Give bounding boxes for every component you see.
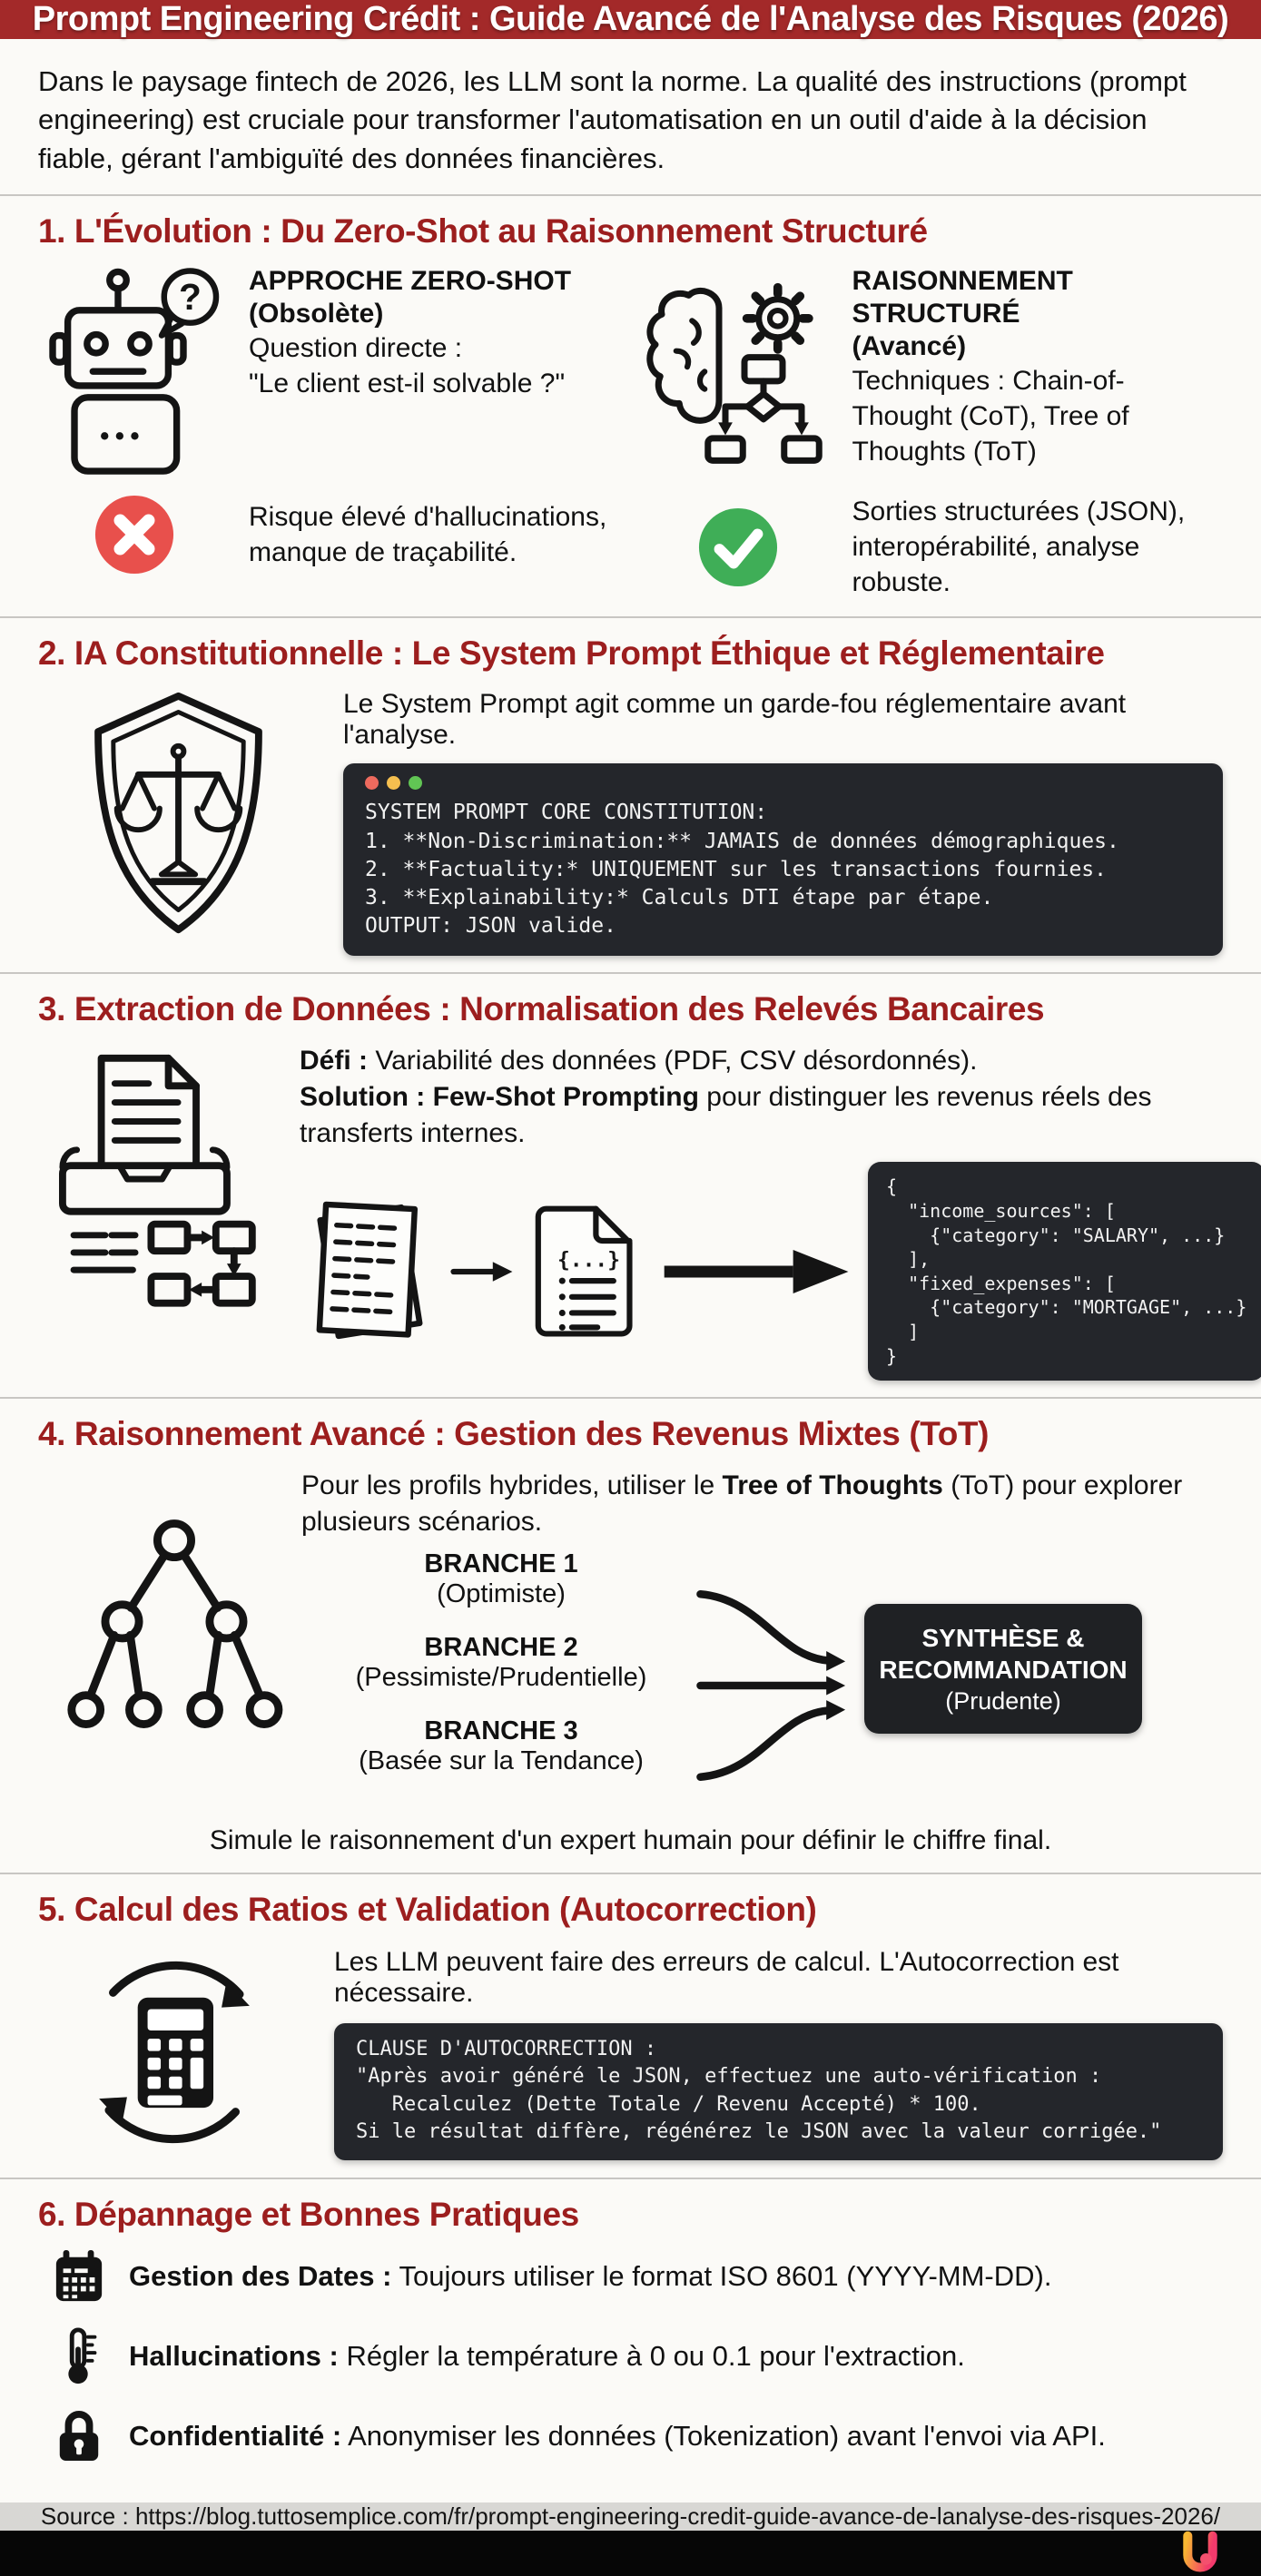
code-line: Recalculez (Dette Totale / Revenu Accepté) * 100. (356, 2092, 981, 2116)
section-1-title: 1. L'Évolution : Du Zero-Shot au Raisonnement Structuré (38, 212, 928, 251)
branches-list (310, 1544, 692, 1800)
practice-hallucinations-label: Hallucinations : (129, 2339, 339, 2372)
code-line: SYSTEM PROMPT CORE CONSTITUTION: (365, 801, 768, 825)
branch-2-name: BRANCHE 2 (424, 1632, 578, 1662)
cross-icon (94, 494, 175, 575)
synthesis-box (864, 1604, 1142, 1734)
defi-text: Variabilité des données (PDF, CSV désordonnés). (375, 1045, 978, 1076)
code-line: {"category": "SALARY", ...} (886, 1224, 1226, 1246)
code-line: 2. **Factuality:* UNIQUEMENT sur les transactions fournies. (365, 857, 1107, 881)
yellow-dot-icon (387, 776, 400, 790)
branch-1-desc: (Optimiste) (437, 1578, 566, 1608)
practice-confidentiality-text (129, 2420, 1106, 2453)
structured-column (642, 265, 1224, 600)
branch-3 (310, 1716, 692, 1776)
autocorrection-box (334, 2023, 1223, 2160)
green-dot-icon (409, 776, 422, 790)
synthesis-line-2: RECOMMANDATION (879, 1655, 1128, 1684)
branch-2 (310, 1633, 692, 1693)
intro-text: Dans le paysage fintech de 2026, les LLM sont la norme. La qualité des instructions (prompt engineering) est cruciale pour transformer l'automatisation en un outil d'aide à la décision fiable, gérant l'ambiguïté des données financières. (38, 65, 1187, 174)
tot-lead-pre: Pour les profils hybrides, utiliser le (301, 1470, 723, 1501)
practice-hallucinations-body: Régler la température à 0 ou 0.1 pour l'extraction. (346, 2339, 965, 2372)
practice-dates-body: Toujours utiliser le format ISO 8601 (YYYY-MM-DD). (399, 2259, 1052, 2292)
section-evolution (0, 194, 1261, 616)
intro-block (0, 39, 1261, 194)
json-output-box (868, 1162, 1261, 1381)
red-dot-icon (365, 776, 379, 790)
big-arrow-icon (661, 1244, 853, 1299)
section-6-title: 6. Dépannage et Bonnes Pratiques (38, 2195, 579, 2233)
zero-shot-line-2: "Le client est-il solvable ?" (249, 369, 566, 399)
tot-note: Simule le raisonnement d'un expert humain pour définir le chiffre final. (209, 1824, 1052, 1855)
tree-icon (53, 1513, 296, 1742)
practice-dates (51, 2248, 1223, 2305)
branch-3-name: BRANCHE 3 (424, 1716, 578, 1745)
system-prompt-terminal (343, 763, 1223, 955)
section-tot-reasoning (0, 1397, 1261, 1873)
code-line: "fixed_expenses": [ (886, 1272, 1116, 1294)
zero-shot-heading-1: APPROCHE ZERO-SHOT (249, 266, 572, 297)
branch-1-name: BRANCHE 1 (424, 1549, 578, 1578)
code-line: 3. **Explainability:* Calculs DTI étape par étape. (365, 886, 994, 910)
section-4-title: 4. Raisonnement Avancé : Gestion des Revenus Mixtes (ToT) (38, 1415, 990, 1453)
section-5-title: 5. Calcul des Ratios et Validation (Autocorrection) (38, 1890, 817, 1928)
robot-question-icon (44, 265, 225, 483)
converging-arrows-icon (692, 1549, 864, 1822)
solution-text: pour distinguer les revenus réels des transferts internes. (300, 1081, 1152, 1148)
practice-hallucinations-text (129, 2340, 965, 2373)
code-line: OUTPUT: JSON valide. (365, 914, 616, 939)
code-line: {"category": "MORTGAGE", ...} (886, 1296, 1247, 1319)
document-intake-flowchart-icon (50, 1048, 263, 1310)
section-3-title: 3. Extraction de Données : Normalisation des Relevés Bancaires (38, 989, 1045, 1027)
structured-document-icon (530, 1194, 646, 1350)
code-line: 1. **Non-Discrimination:** JAMAIS de données démographiques. (365, 829, 1119, 853)
synthesis-line-3: (Prudente) (945, 1686, 1061, 1715)
source-bar (0, 2502, 1261, 2531)
zero-shot-column (38, 265, 620, 600)
extraction-text (300, 1043, 1261, 1152)
brand-logo (1181, 2531, 1219, 2576)
tot-lead-bold: Tree of Thoughts (722, 1470, 943, 1501)
practice-confidentiality (51, 2408, 1223, 2464)
code-line: "Après avoir généré le JSON, effectuez une auto-vérification : (356, 2065, 1102, 2089)
autocorrection-lead: Les LLM peuvent faire des erreurs de calcul. L'Autocorrection est nécessaire. (334, 1946, 1119, 2008)
practice-confidentiality-body: Anonymiser les données (Tokenization) avant l'envoi via API. (348, 2419, 1106, 2452)
code-line: "income_sources": [ (886, 1200, 1116, 1222)
code-line: ] (886, 1320, 920, 1342)
section-data-extraction (0, 972, 1261, 1397)
title-banner (0, 0, 1261, 39)
synthesis-line-1: SYNTHÈSE & (921, 1623, 1085, 1652)
shield-scales-icon (65, 687, 292, 941)
system-prompt-code (365, 799, 1201, 940)
check-icon (697, 506, 779, 588)
tot-lead (301, 1468, 1223, 1540)
terminal-traffic-lights (365, 776, 1201, 790)
section-ratio-validation (0, 1873, 1261, 2178)
structured-benefit: Sorties structurées (JSON), interopérabilité, analyse robuste. (852, 497, 1186, 598)
brain-gear-flowchart-icon (643, 265, 833, 483)
page-title: Prompt Engineering Crédit : Guide Avancé de l'Analyse des Risques (2026) (32, 0, 1229, 38)
extraction-pipeline (300, 1162, 1261, 1381)
zero-shot-heading-2: (Obsolète) (249, 299, 384, 329)
practice-dates-label: Gestion des Dates : (129, 2259, 392, 2292)
section-best-practices (0, 2178, 1261, 2502)
structured-heading-2: (Avancé) (852, 331, 967, 362)
arrow-right-icon (450, 1253, 516, 1291)
code-line: ], (886, 1248, 931, 1271)
calculator-refresh-icon (65, 1943, 283, 2161)
section-constitutional-ai (0, 616, 1261, 971)
code-line: } (886, 1344, 898, 1367)
practice-hallucinations (51, 2326, 1223, 2386)
braces-glyph: {...} (557, 1248, 621, 1273)
zero-shot-risk: Risque élevé d'hallucinations, manque de traçabilité. (249, 502, 607, 568)
practice-confidentiality-label: Confidentialité : (129, 2419, 342, 2452)
zero-shot-line-1: Question directe : (249, 333, 463, 364)
branch-1 (310, 1549, 692, 1609)
structured-body: Techniques : Chain-of-Thought (CoT), Tree of Thoughts (ToT) (852, 366, 1129, 467)
calendar-icon (53, 2248, 105, 2305)
bottom-bar (0, 2531, 1261, 2576)
question-mark: ? (178, 276, 202, 319)
practice-dates-text (129, 2260, 1051, 2293)
source-text: Source : https://blog.tuttosemplice.com/fr/prompt-engineering-credit-guide-avance-de-lanalyse-des-risques-2026/ (40, 2502, 1221, 2530)
system-prompt-lead: Le System Prompt agit comme un garde-fou réglementaire avant l'analyse. (343, 689, 1127, 751)
tot-lead-post: (ToT) pour explorer plusieurs scénarios. (301, 1470, 1183, 1538)
thermometer-icon (61, 2326, 97, 2386)
branch-2-desc: (Pessimiste/Prudentielle) (355, 1662, 647, 1692)
branch-3-desc: (Basée sur la Tendance) (359, 1745, 644, 1775)
solution-label: Solution : Few-Shot Prompting (300, 1081, 699, 1112)
code-line: CLAUSE D'AUTOCORRECTION : (356, 2037, 657, 2060)
code-line: Si le résultat diffère, régénérez le JSON avec la valeur corrigée." (356, 2120, 1162, 2144)
structured-heading-1: RAISONNEMENT STRUCTURÉ (852, 266, 1073, 329)
code-line: { (886, 1175, 898, 1198)
defi-label: Défi : (300, 1045, 368, 1076)
messy-documents-icon (300, 1190, 436, 1353)
section-2-title: 2. IA Constitutionnelle : Le System Prompt Éthique et Réglementaire (38, 634, 1105, 673)
lock-icon (54, 2408, 103, 2464)
